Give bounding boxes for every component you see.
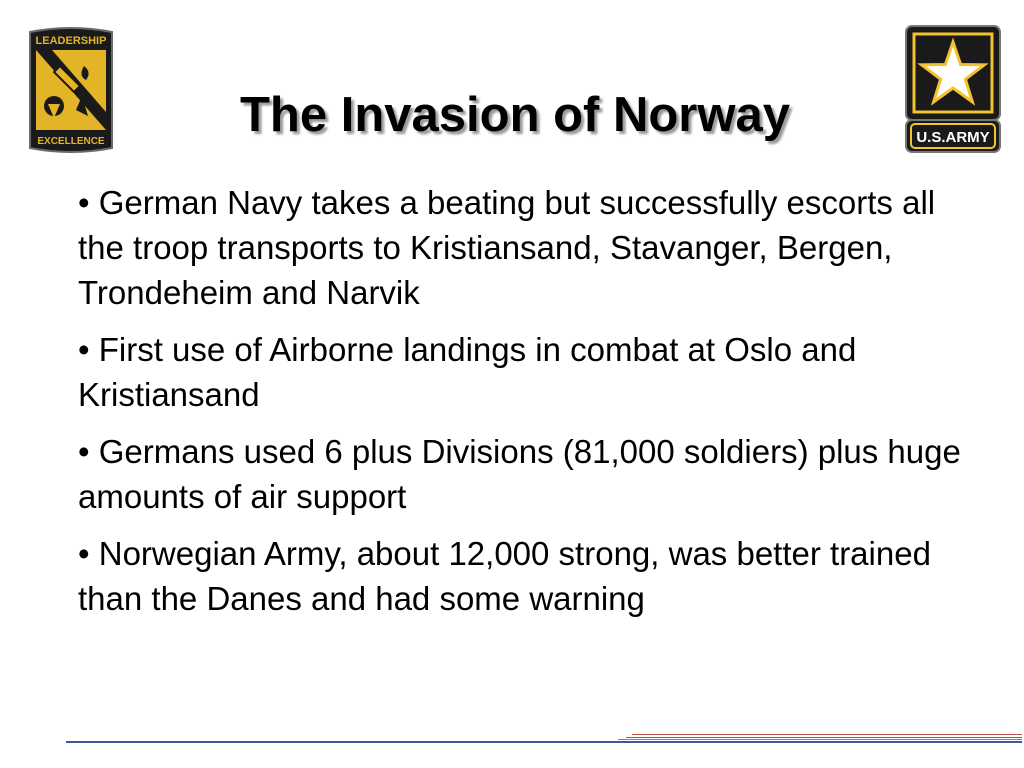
footer-divider-blue-short	[626, 737, 1022, 738]
leadership-excellence-badge-logo	[24, 26, 118, 154]
bullet-marker: •	[78, 433, 90, 470]
bullet-item	[78, 429, 990, 519]
badge-bottom-text: EXCELLENCE	[37, 136, 105, 147]
bullet-text: Germans used 6 plus Divisions (81,000 soldiers) plus huge amounts of air support	[78, 433, 961, 515]
bullet-item	[78, 327, 990, 417]
army-logo-text: U.S.ARMY	[916, 129, 990, 146]
bullet-text: German Navy takes a beating but successfully escorts all the troop transports to Kristiansand, Stavanger, Bergen, Trondeheim and Narvik	[78, 184, 936, 311]
badge-top-text: LEADERSHIP	[35, 35, 107, 47]
bullet-item	[78, 180, 990, 315]
footer-divider-blue	[66, 741, 1022, 743]
bullet-list	[78, 180, 990, 633]
bullet-marker: •	[78, 535, 90, 572]
bullet-marker: •	[78, 184, 90, 221]
footer-divider-red	[632, 734, 1022, 735]
bullet-text: Norwegian Army, about 12,000 strong, was better trained than the Danes and had some warning	[78, 535, 931, 617]
bullet-text: First use of Airborne landings in combat at Oslo and Kristiansand	[78, 331, 857, 413]
bullet-item	[78, 531, 990, 621]
bullet-marker: •	[78, 331, 90, 368]
us-army-logo	[904, 24, 1002, 154]
slide-title: The Invasion of Norway	[240, 87, 790, 142]
footer-divider-red-lower	[618, 739, 1022, 740]
